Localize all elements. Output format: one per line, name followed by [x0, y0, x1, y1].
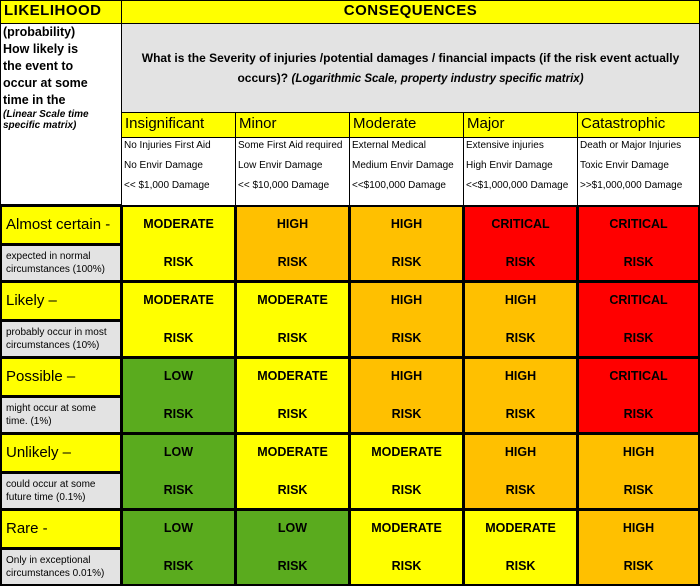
risk-level-label: HIGH [504, 293, 537, 307]
likelihood-description: probably occur in most circumstances (10%) [0, 320, 122, 358]
risk-word: RISK [163, 483, 194, 497]
risk-level-label: MODERATE [257, 369, 328, 383]
risk-word: RISK [163, 331, 194, 345]
risk-level-label: HIGH [622, 521, 655, 535]
consequence-description-line: Toxic Envir Damage [580, 160, 669, 171]
risk-level-label: HIGH [390, 369, 423, 383]
risk-level-label: MODERATE [371, 445, 442, 459]
consequence-minor: Minor [235, 112, 350, 138]
consequence-moderate: Moderate [349, 112, 464, 138]
probability-header [0, 23, 122, 205]
severity-question [121, 23, 700, 113]
risk-cell [577, 205, 700, 282]
consequence-catastrophic: Catastrophic [577, 112, 700, 138]
probability-line: (probability) [3, 25, 76, 39]
risk-word: RISK [277, 255, 308, 269]
likelihood-description: expected in normal circumstances (100%) [0, 244, 122, 282]
consequence-description [349, 137, 464, 206]
risk-cell [463, 205, 578, 282]
risk-level-label: HIGH [276, 217, 309, 231]
probability-line: occur at some [3, 76, 88, 90]
risk-word: RISK [277, 559, 308, 573]
consequence-description [121, 137, 236, 206]
risk-cell [235, 281, 350, 358]
consequence-description-line: >>$1,000,000 Damage [580, 180, 683, 191]
risk-cell [121, 433, 236, 510]
consequence-description-line: << $1,000 Damage [124, 180, 210, 191]
risk-level-label: LOW [163, 521, 194, 535]
risk-level-label: MODERATE [257, 293, 328, 307]
consequence-description-line: <<$1,000,000 Damage [466, 180, 569, 191]
consequence-description-line: Extensive injuries [466, 140, 544, 151]
risk-level-label: CRITICAL [609, 217, 668, 231]
probability-note: (Linear Scale time specific matrix) [3, 109, 89, 131]
consequence-description-line: << $10,000 Damage [238, 180, 330, 191]
risk-cell [577, 357, 700, 434]
risk-word: RISK [277, 483, 308, 497]
likelihood-name: Almost certain - [0, 205, 122, 245]
risk-word: RISK [391, 559, 422, 573]
risk-cell [235, 357, 350, 434]
consequence-description-line: Low Envir Damage [238, 160, 323, 171]
risk-cell [349, 281, 464, 358]
risk-word: RISK [623, 331, 654, 345]
risk-cell [577, 433, 700, 510]
consequence-description [235, 137, 350, 206]
risk-word: RISK [391, 407, 422, 421]
risk-word: RISK [623, 255, 654, 269]
risk-level-label: HIGH [622, 445, 655, 459]
risk-cell [235, 509, 350, 586]
risk-cell [349, 205, 464, 282]
consequence-description [577, 137, 700, 206]
risk-cell [121, 281, 236, 358]
risk-word: RISK [163, 559, 194, 573]
risk-level-label: CRITICAL [609, 293, 668, 307]
risk-word: RISK [505, 559, 536, 573]
risk-cell [463, 433, 578, 510]
risk-level-label: CRITICAL [609, 369, 668, 383]
consequence-description-line: External Medical [352, 140, 426, 151]
risk-word: RISK [623, 559, 654, 573]
risk-cell [235, 205, 350, 282]
consequence-description-line: Some First Aid required [238, 140, 343, 151]
likelihood-name: Likely – [0, 281, 122, 321]
risk-level-label: MODERATE [257, 445, 328, 459]
probability-line: the event to [3, 59, 74, 73]
consequences-header: CONSEQUENCES [121, 0, 700, 24]
risk-cell [349, 433, 464, 510]
risk-word: RISK [391, 483, 422, 497]
risk-cell [235, 433, 350, 510]
risk-word: RISK [623, 483, 654, 497]
risk-word: RISK [505, 331, 536, 345]
consequence-description-line: Death or Major Injuries [580, 140, 682, 151]
risk-word: RISK [163, 255, 194, 269]
risk-level-label: HIGH [390, 217, 423, 231]
risk-level-label: LOW [277, 521, 308, 535]
risk-word: RISK [391, 331, 422, 345]
risk-cell [349, 357, 464, 434]
consequence-description-line: No Injuries First Aid [124, 140, 211, 151]
risk-cell [121, 205, 236, 282]
risk-level-label: LOW [163, 445, 194, 459]
probability-line: time in the [3, 93, 66, 107]
risk-word: RISK [277, 407, 308, 421]
question-text: What is the Severity of injuries /potential damages / financial impacts (if the risk event actually occurs)? [141, 51, 680, 85]
risk-level-label: CRITICAL [491, 217, 550, 231]
risk-word: RISK [505, 483, 536, 497]
consequence-description-line: High Envir Damage [466, 160, 553, 171]
consequence-description-line: No Envir Damage [124, 160, 203, 171]
likelihood-name: Unlikely – [0, 433, 122, 473]
likelihood-name: Possible – [0, 357, 122, 397]
consequence-major: Major [463, 112, 578, 138]
risk-cell [349, 509, 464, 586]
risk-word: RISK [505, 255, 536, 269]
likelihood-header: LIKELIHOOD [0, 0, 122, 24]
consequence-description [463, 137, 578, 206]
risk-cell [577, 509, 700, 586]
risk-level-label: HIGH [504, 445, 537, 459]
probability-line: How likely is [3, 42, 79, 56]
risk-level-label: MODERATE [143, 217, 214, 231]
question-note: (Logarithmic Scale, property industry specific matrix) [291, 73, 584, 85]
risk-cell [121, 509, 236, 586]
risk-word: RISK [163, 407, 194, 421]
consequence-insignificant: Insignificant [121, 112, 236, 138]
likelihood-description: could occur at some future time (0.1%) [0, 472, 122, 510]
risk-cell [577, 281, 700, 358]
risk-level-label: MODERATE [371, 521, 442, 535]
likelihood-description: might occur at some time. (1%) [0, 396, 122, 434]
risk-word: RISK [277, 331, 308, 345]
risk-cell [121, 357, 236, 434]
risk-level-label: HIGH [504, 369, 537, 383]
risk-cell [463, 357, 578, 434]
risk-level-label: LOW [163, 369, 194, 383]
risk-level-label: MODERATE [485, 521, 556, 535]
risk-word: RISK [505, 407, 536, 421]
likelihood-description: Only in exceptional circumstances 0.01%) [0, 548, 122, 586]
risk-word: RISK [623, 407, 654, 421]
likelihood-name: Rare - [0, 509, 122, 549]
consequence-description-line: <<$100,000 Damage [352, 180, 446, 191]
risk-word: RISK [391, 255, 422, 269]
consequence-description-line: Medium Envir Damage [352, 160, 454, 171]
risk-level-label: MODERATE [143, 293, 214, 307]
risk-level-label: HIGH [390, 293, 423, 307]
risk-cell [463, 281, 578, 358]
risk-cell [463, 509, 578, 586]
